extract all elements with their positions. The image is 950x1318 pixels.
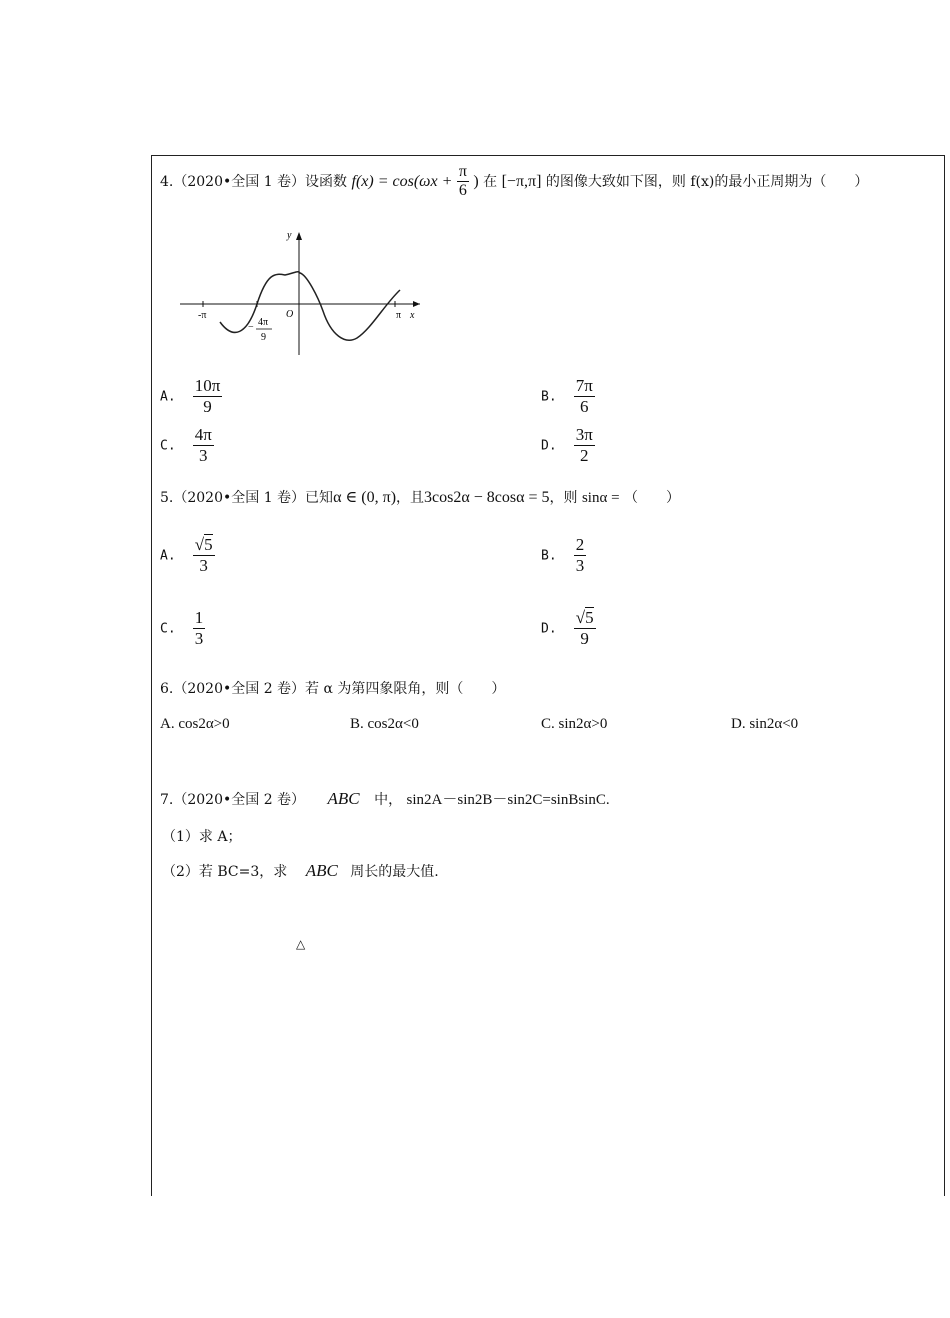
q5-prefix: 5.（2020•全国 1 卷）已知	[160, 490, 334, 506]
fraction-den: 9	[203, 396, 212, 416]
q6-stem: 6.（2020•全国 2 卷）若 α 为第四象限角，则（ ）	[160, 681, 506, 697]
q7-part2	[162, 861, 439, 881]
fraction-num: √5	[194, 535, 213, 554]
q4-cosine-graph	[175, 225, 430, 360]
option-fraction	[574, 608, 596, 648]
q5-option-b[interactable]	[541, 535, 586, 575]
q6-option-c[interactable]: C. sin2α>0	[541, 716, 608, 732]
q7-part1: （1）求 A；	[162, 829, 242, 845]
option-label: A.	[160, 389, 176, 405]
y-axis-label: y	[287, 230, 292, 241]
fraction-den: 9	[580, 628, 589, 648]
q7-mid: 中，	[374, 792, 403, 808]
option-fraction	[193, 425, 214, 465]
q6-option-a[interactable]: A. cos2α>0	[160, 716, 230, 732]
q5-suffix1: ，则	[549, 490, 578, 506]
x-axis-label: x	[410, 310, 415, 321]
fraction-den: 6	[580, 396, 589, 416]
option-label: B.	[541, 389, 557, 405]
radicand: 5	[585, 608, 594, 627]
fraction-num: 1	[194, 608, 204, 627]
fraction-num: 4π	[194, 425, 212, 444]
fraction-den: 3	[199, 445, 208, 465]
y-axis-arrow	[296, 232, 302, 240]
fraction-num: 10π	[194, 376, 221, 395]
option-label: D.	[541, 621, 557, 637]
option-fraction	[193, 608, 206, 648]
option-fraction	[574, 376, 595, 416]
pi-label: π	[396, 310, 402, 321]
neg-pi-label: -π	[198, 310, 207, 321]
option-fraction	[574, 535, 587, 575]
option-label: C.	[160, 621, 176, 637]
q5-suffix2: （ ）	[623, 490, 680, 506]
option-fraction	[193, 535, 215, 575]
triangle-symbol: △	[296, 937, 306, 951]
q4-option-a[interactable]	[160, 376, 222, 416]
q5-option-a[interactable]	[160, 535, 215, 575]
fraction-num: 7π	[575, 376, 593, 395]
fraction-den: 3	[199, 555, 208, 575]
q5-equation: 3cos2α − 8cosα = 5	[424, 489, 550, 506]
option-fraction	[574, 425, 595, 465]
radicand: 5	[204, 535, 213, 554]
fraction-den: 3	[194, 628, 204, 648]
fraction-num: √5	[575, 608, 594, 627]
q5-mid: ，且	[396, 490, 425, 506]
q5-stem	[160, 487, 680, 507]
tick-num: 4π	[258, 317, 269, 328]
q4-suffix: 的图像大致如下图，则 f(x)的最小正周期为（ ）	[545, 173, 869, 190]
q7-part2a: （2）若 BC=3，求	[162, 864, 288, 880]
q4-func-close: )	[473, 172, 479, 190]
option-label: C.	[160, 438, 176, 454]
q5-target: sinα =	[581, 490, 620, 506]
tick-den: 9	[261, 332, 266, 343]
q7-part2b: 周长的最大值.	[350, 864, 439, 880]
option-label: D.	[541, 438, 557, 454]
fraction-den: 2	[580, 445, 589, 465]
origin-label: O	[286, 309, 294, 320]
q4-option-c[interactable]	[160, 425, 214, 465]
q4-prefix: 4.（2020•全国 1 卷）设函数	[160, 173, 348, 190]
fraction-num: 3π	[575, 425, 593, 444]
q7-equation: sin2A－sin2B－sin2C=sinBsinC.	[406, 792, 610, 808]
q4-mid: 在	[483, 173, 498, 190]
q5-condition: α ∈ (0, π)	[333, 489, 397, 506]
fraction-den: 3	[575, 555, 585, 575]
q4-interval: [−π,π]	[501, 172, 542, 190]
x-axis-arrow	[413, 301, 420, 307]
q7-prefix: 7.（2020•全国 2 卷）	[160, 792, 306, 808]
q4-option-b[interactable]	[541, 376, 595, 416]
q7-triangle-2: ABC	[305, 861, 338, 880]
q4-func: f(x) = cos(ωx +	[351, 172, 453, 190]
option-label: B.	[541, 548, 557, 564]
q4-option-d[interactable]	[541, 425, 595, 465]
fraction-num: 2	[575, 535, 585, 554]
q4-stem	[160, 163, 868, 201]
q4-frac-num: π	[457, 163, 469, 182]
option-fraction	[193, 376, 223, 416]
tick-sign: −	[248, 322, 254, 333]
q4-func-fraction	[457, 163, 469, 201]
cosine-curve	[220, 272, 400, 340]
q7-stem	[160, 788, 610, 809]
q5-option-c[interactable]	[160, 608, 205, 648]
q4-frac-den: 6	[458, 182, 467, 200]
q5-option-d[interactable]	[541, 608, 596, 648]
q6-option-b[interactable]: B. cos2α<0	[350, 716, 419, 732]
q7-triangle: ABC	[327, 789, 360, 808]
q6-option-d[interactable]: D. sin2α<0	[731, 716, 799, 732]
option-label: A.	[160, 548, 176, 564]
